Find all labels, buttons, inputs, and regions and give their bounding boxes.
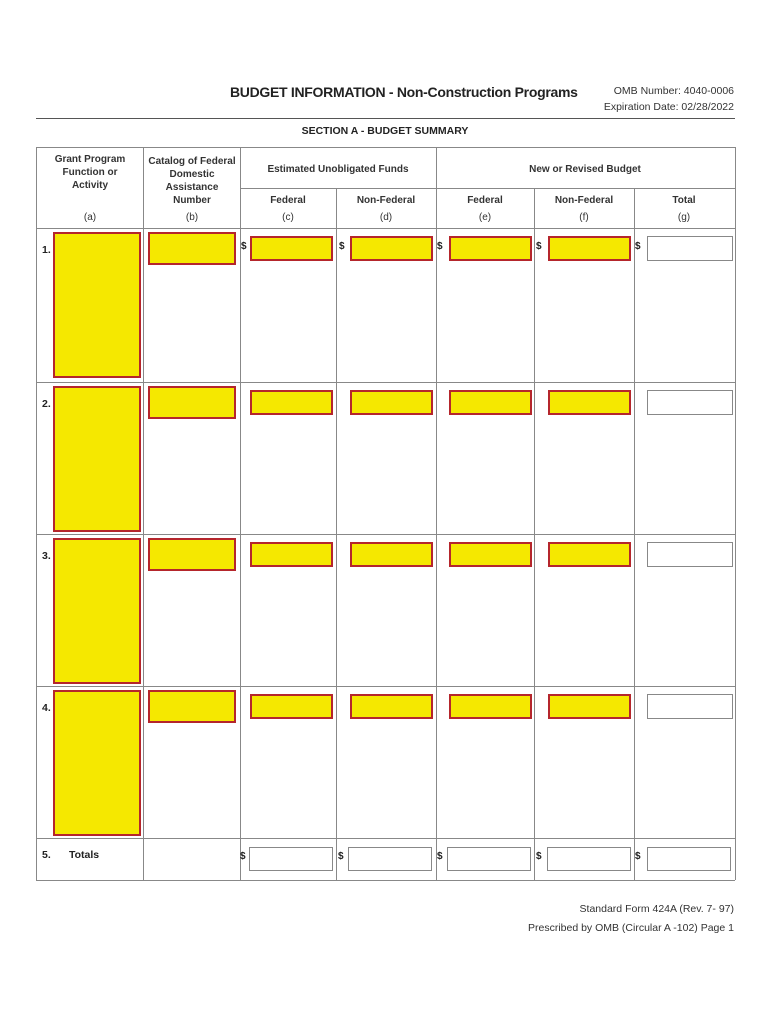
column-divider — [240, 147, 241, 880]
col-e-header: Federal — [467, 195, 503, 206]
currency-symbol: $ — [437, 851, 443, 862]
estimated-nonfederal-field[interactable] — [350, 542, 433, 567]
col-b-header: Catalog of Federal Domestic Assistance Number — [148, 156, 236, 206]
col-e-letter: (e) — [478, 212, 492, 223]
currency-symbol: $ — [240, 851, 246, 862]
currency-symbol: $ — [536, 241, 542, 252]
new-federal-field[interactable] — [449, 236, 532, 261]
col-d-header: Non-Federal — [356, 195, 416, 206]
cfda-number-field[interactable] — [148, 232, 236, 265]
column-divider — [735, 147, 736, 880]
column-divider — [36, 147, 37, 880]
table-top-border — [36, 147, 735, 148]
total-field[interactable] — [647, 542, 733, 567]
new-federal-field[interactable] — [449, 390, 532, 415]
col-f-header: Non-Federal — [554, 195, 614, 206]
section-title: SECTION A - BUDGET SUMMARY — [301, 125, 469, 137]
currency-symbol: $ — [635, 851, 641, 862]
group-estimated-header: Estimated Unobligated Funds — [267, 164, 409, 175]
new-nonfederal-field[interactable] — [548, 236, 631, 261]
total-field[interactable] — [647, 390, 733, 415]
row-divider — [36, 686, 735, 687]
grant-program-field[interactable] — [53, 386, 141, 532]
total-new-federal-field[interactable] — [447, 847, 531, 871]
column-divider — [534, 188, 535, 880]
total-estimated-nonfederal-field[interactable] — [348, 847, 432, 871]
new-federal-field[interactable] — [449, 542, 532, 567]
estimated-nonfederal-field[interactable] — [350, 694, 433, 719]
total-field[interactable] — [647, 694, 733, 719]
form-title: BUDGET INFORMATION - Non-Construction Programs — [230, 84, 578, 100]
estimated-federal-field[interactable] — [250, 390, 333, 415]
total-estimated-federal-field[interactable] — [249, 847, 333, 871]
new-nonfederal-field[interactable] — [548, 390, 631, 415]
col-b-letter: (b) — [185, 212, 199, 223]
col-g-header: Total — [672, 195, 696, 206]
currency-symbol: $ — [338, 851, 344, 862]
row-divider — [36, 382, 735, 383]
grand-total-field[interactable] — [647, 847, 731, 871]
cfda-number-field[interactable] — [148, 386, 236, 419]
new-nonfederal-field[interactable] — [548, 694, 631, 719]
header-bottom-border — [36, 228, 735, 229]
new-nonfederal-field[interactable] — [548, 542, 631, 567]
header-rule — [36, 118, 735, 119]
col-g-letter: (g) — [677, 212, 691, 223]
cfda-number-field[interactable] — [148, 538, 236, 571]
col-c-header: Federal — [270, 195, 306, 206]
row-number: 4. — [42, 702, 51, 714]
expiration-date: Expiration Date: 02/28/2022 — [603, 101, 734, 113]
cfda-number-field[interactable] — [148, 690, 236, 723]
row-number: 1. — [42, 244, 51, 256]
prescribed-by: Prescribed by OMB (Circular A -102) Page 1 — [527, 922, 734, 934]
grant-program-field[interactable] — [53, 538, 141, 684]
totals-row-number: 5. — [42, 849, 51, 861]
column-divider — [143, 147, 144, 880]
omb-info — [604, 83, 734, 115]
estimated-nonfederal-field[interactable] — [350, 390, 433, 415]
col-f-letter: (f) — [579, 212, 589, 223]
row-divider — [36, 534, 735, 535]
column-divider — [436, 147, 437, 880]
row-divider — [36, 880, 735, 881]
row-number: 3. — [42, 550, 51, 562]
currency-symbol: $ — [536, 851, 542, 862]
omb-number: OMB Number: 4040-0006 — [613, 85, 734, 97]
currency-symbol: $ — [339, 241, 345, 252]
estimated-federal-field[interactable] — [250, 236, 333, 261]
column-divider — [336, 188, 337, 880]
col-d-letter: (d) — [379, 212, 393, 223]
col-a-letter: (a) — [83, 212, 97, 223]
estimated-federal-field[interactable] — [250, 542, 333, 567]
form-number: Standard Form 424A (Rev. 7- 97) — [579, 903, 734, 915]
grant-program-field[interactable] — [53, 690, 141, 836]
estimated-nonfederal-field[interactable] — [350, 236, 433, 261]
total-new-nonfederal-field[interactable] — [547, 847, 631, 871]
col-c-letter: (c) — [282, 212, 294, 223]
estimated-federal-field[interactable] — [250, 694, 333, 719]
row-divider — [36, 838, 735, 839]
new-federal-field[interactable] — [449, 694, 532, 719]
currency-symbol: $ — [241, 241, 247, 252]
currency-symbol: $ — [635, 241, 641, 252]
group-header-divider — [240, 188, 735, 189]
grant-program-field[interactable] — [53, 232, 141, 378]
currency-symbol: $ — [437, 241, 443, 252]
group-new-header: New or Revised Budget — [529, 164, 641, 175]
row-number: 2. — [42, 398, 51, 410]
totals-label: Totals — [69, 849, 100, 861]
col-a-header: Grant Program Function or Activity — [54, 154, 126, 191]
total-field[interactable] — [647, 236, 733, 261]
column-divider — [634, 188, 635, 880]
